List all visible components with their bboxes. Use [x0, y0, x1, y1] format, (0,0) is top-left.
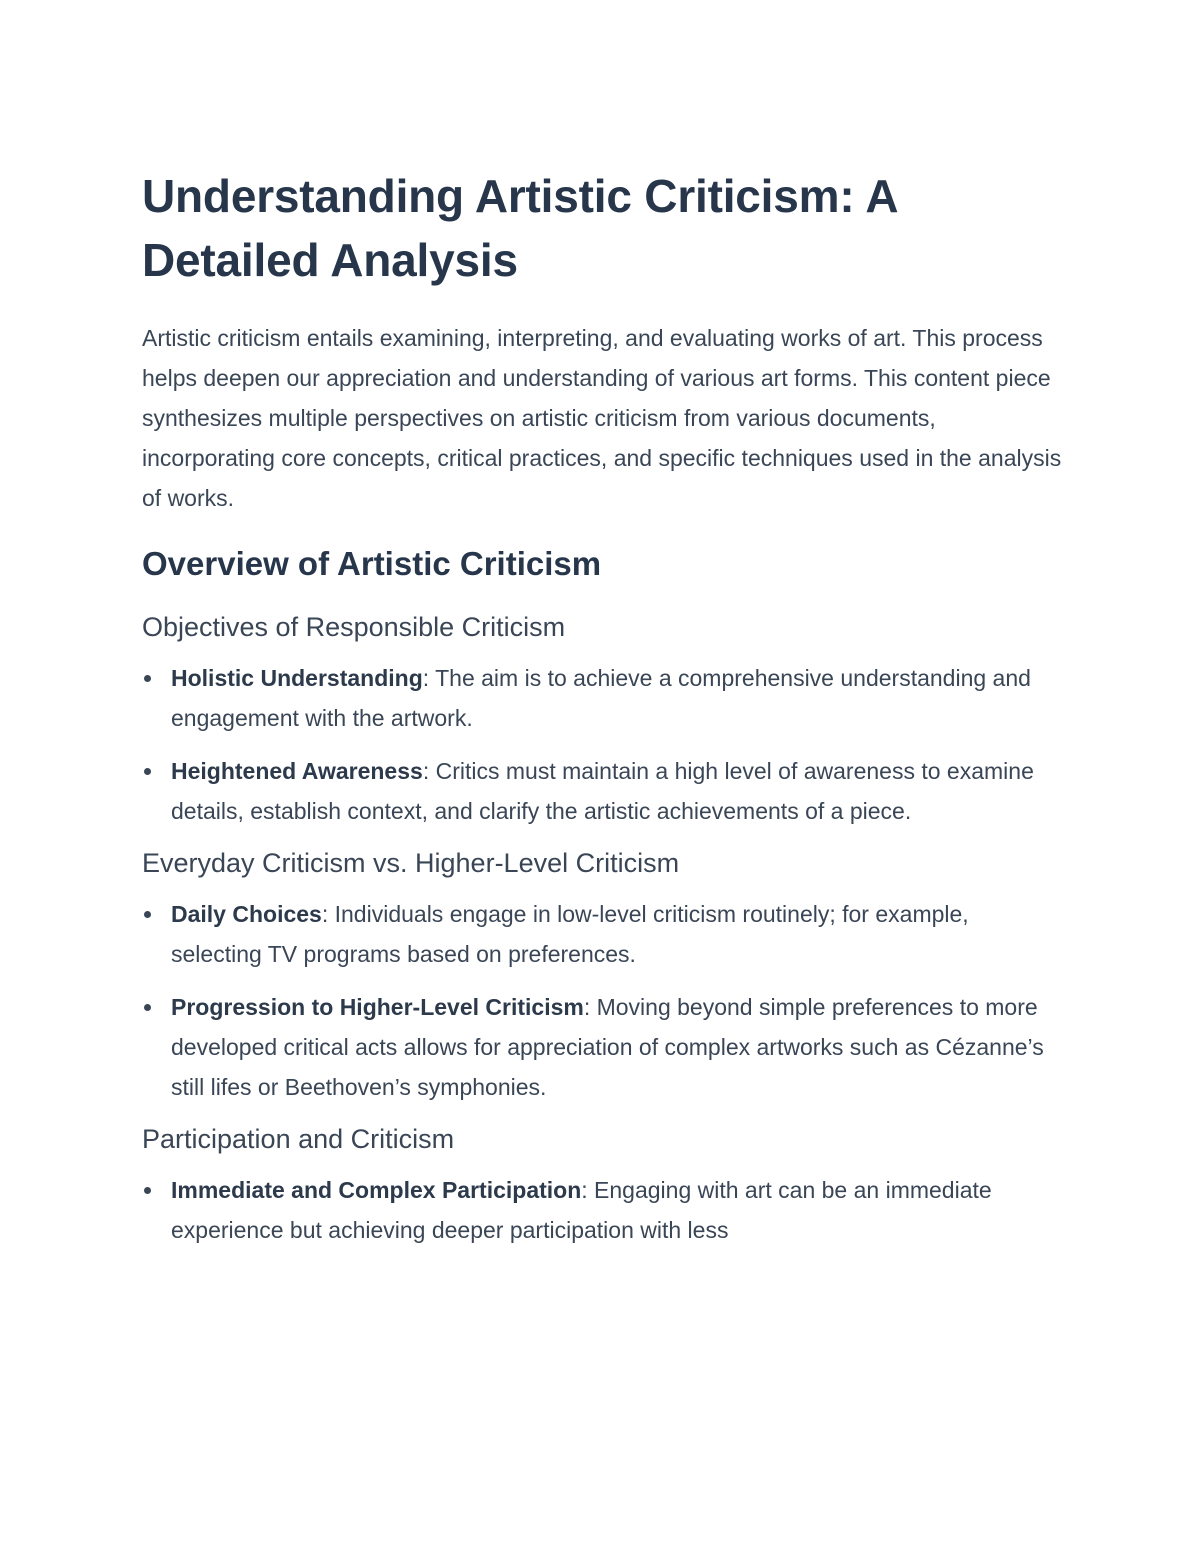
list-item-text: : Critics must maintain a high level of awareness to examine details, establish context, and clarify the artistic achievements of a piece. — [171, 758, 1034, 824]
list-item-term: Immediate and Complex Participation — [171, 1177, 582, 1203]
document-title: Understanding Artistic Criticism: A Detailed Analysis — [142, 170, 897, 286]
bullet-icon — [144, 675, 151, 682]
list-item-term: Holistic Understanding — [171, 665, 423, 691]
objectives-list — [142, 658, 1062, 831]
list-item-term: Progression to Higher-Level Criticism — [171, 994, 584, 1020]
bullet-icon — [144, 768, 151, 775]
list-item-text: : Engaging with art can be an immediate experience but achieving deeper participation with less — [171, 1177, 992, 1243]
list-item — [142, 894, 1062, 974]
bullet-icon — [144, 1187, 151, 1194]
list-item-text: : The aim is to achieve a comprehensive understanding and engagement with the artwork. — [171, 665, 1031, 731]
list-item-term: Heightened Awareness — [171, 758, 423, 784]
intro-paragraph: Artistic criticism entails examining, interpreting, and evaluating works of art. This process helps deepen our appreciation and understanding of various art forms. This content piece synthesizes multiple perspectives on artistic criticism from various documents, incorporating core concepts, critical practices, and specific techniques used in the analysis of works. — [142, 325, 1062, 511]
list-item-term: Daily Choices — [171, 901, 322, 927]
everyday-list — [142, 894, 1062, 1107]
participation-list — [142, 1170, 1062, 1250]
list-item-text: : Moving beyond simple preferences to more developed critical acts allows for appreciation of complex artworks such as Cézanne’s still lifes or Beethoven’s symphonies. — [171, 994, 1044, 1100]
section-heading: Overview of Artistic Criticism — [142, 545, 602, 582]
list-item — [142, 987, 1062, 1107]
bullet-icon — [144, 911, 151, 918]
subsection-heading-everyday: Everyday Criticism vs. Higher-Level Criticism — [142, 848, 680, 878]
bullet-icon — [144, 1004, 151, 1011]
subsection-heading-objectives: Objectives of Responsible Criticism — [142, 612, 566, 642]
list-item — [142, 658, 1062, 738]
list-item — [142, 1170, 1062, 1250]
document-page — [142, 164, 1062, 1263]
list-item — [142, 751, 1062, 831]
subsection-heading-participation: Participation and Criticism — [142, 1124, 455, 1154]
list-item-text: : Individuals engage in low-level criticism routinely; for example, selecting TV programs based on preferences. — [171, 901, 969, 967]
